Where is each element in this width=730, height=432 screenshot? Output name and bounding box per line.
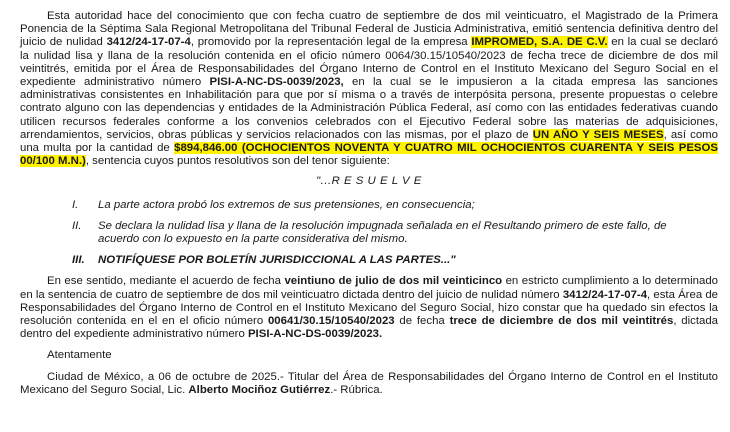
text-segment: , sentencia cuyos puntos resolutivos son del tenor siguiente: (85, 155, 390, 168)
text-segment: en estricto cumplimiento a lo determinado en la sentencia de cuatro de septiembre de dos mil veinticuatro dictada dentro del juicio de nulidad número (20, 275, 718, 301)
highlight-company: IMPROMED, S.A. DE C.V. (471, 36, 608, 49)
oficio-number: 00641/30.15/10540/2023 (267, 315, 395, 328)
expediente-number: PISI-A-NC-DS-0039/2023. (247, 328, 383, 341)
item-text: NOTIFÍQUESE POR BOLETÍN JURISDICCIONAL A LAS PARTES..." (98, 254, 456, 267)
text-segment: en la cual se le impusieron a la citada empresa las sanciones administrativas consistentes en Inhabilitación para que por sí misma o a través de interpósita persona, presente propuestas o celebre contrato alguno con las dependencias y entidades de la Administración Pública Federal, así como con las entidades federativas cuando utilicen recursos federales conforme a los convenios celebrados con el Ejecutivo Federal sobre las materias de adquisiciones, arrendamientos, servicios, obras públicas y servicios relacionados con las mismas, por el plazo de (20, 76, 718, 141)
text-segment: , dictada dentro del expediente administrativo número (20, 315, 719, 341)
bold-date: trece de diciembre de dos mil veintitrés (449, 315, 674, 328)
text-segment: Ciudad de México, a 06 de octubre de 2025.- Titular del Área de Responsabilidades del Órgano Interno de Control en el Instituto Mexicano del Seguro Social, Lic. (20, 370, 718, 396)
resolutivo-item (72, 220, 678, 246)
bold-date: veintiuno de julio de dos mil veinticinco (284, 275, 503, 288)
item-number: II. (72, 219, 82, 232)
paragraph-notice (20, 10, 718, 168)
text-segment: .- Rúbrica. (330, 383, 383, 396)
resolutivos-list (72, 199, 678, 268)
highlight-fine: $894,846.00 (OCHOCIENTOS NOVENTA Y CUATRO MIL OCHOCIENTOS CUARENTA Y SEIS PESOS 00/100 M.N.) (20, 142, 718, 168)
paragraph-compliance (20, 275, 718, 341)
case-number: 3412/24-17-07-4 (106, 36, 191, 49)
resolutivo-item (72, 199, 678, 212)
resolutivo-item (72, 254, 678, 267)
item-text: Se declara la nulidad lisa y llana de la resolución impugnada señalada en el Resultando primero de este fallo, de acuerdo con lo expuesto en la parte considerativa del mismo. (98, 219, 667, 246)
expediente-number: PISI-A-NC-DS-0039/2023, (209, 76, 344, 89)
atentamente-label: Atentamente (47, 349, 112, 362)
resuelve-heading: "...R E S U E L V E (316, 175, 422, 188)
paragraph-closing (20, 371, 718, 397)
text-segment: Esta autoridad hace del conocimiento que con fecha cuatro de septiembre de dos mil veinticuatro, el Magistrado de la Primera Ponencia de la Séptima Sala Regional Metropolitana del Tribunal Federal de Justicia Administrativa, emitió sentencia definitiva dentro del juicio de nulidad (20, 10, 718, 49)
text-segment: , así como una multa por la cantidad de (20, 128, 718, 155)
text-segment: , esta Área de Responsabilidades del Órgano Interno de Control en el Instituto Mexicano del Seguro Social, hizo constar que ha quedado sin efectos la resolución contenida en el en el oficio número (20, 288, 718, 328)
text-segment: En ese sentido, mediante el acuerdo de fecha (47, 275, 285, 288)
text-segment: en la cual se declaró la nulidad lisa y llana de la resolución contenida en el oficio número 0064/30.15/10540/2023 de fecha trece de diciembre de dos mil veintitrés, emitida por el Área de Responsabilidades del Órgano Interno de Control en el Instituto Mexicano del Seguro Social en el expediente administrativo número (20, 36, 718, 89)
case-number: 3412/24-17-07-4 (562, 288, 648, 301)
highlight-period: UN AÑO Y SEIS MESES (532, 128, 664, 141)
text-segment: , promovido por la representación legal de la empresa (190, 36, 472, 49)
signer-name: Alberto Mociñoz Gutiérrez (188, 383, 331, 396)
item-text: La parte actora probó los extremos de sus pretensiones, en consecuencia; (98, 198, 475, 211)
item-number: I. (72, 198, 79, 211)
text-segment: de fecha (394, 315, 450, 328)
item-number: III. (72, 254, 85, 267)
